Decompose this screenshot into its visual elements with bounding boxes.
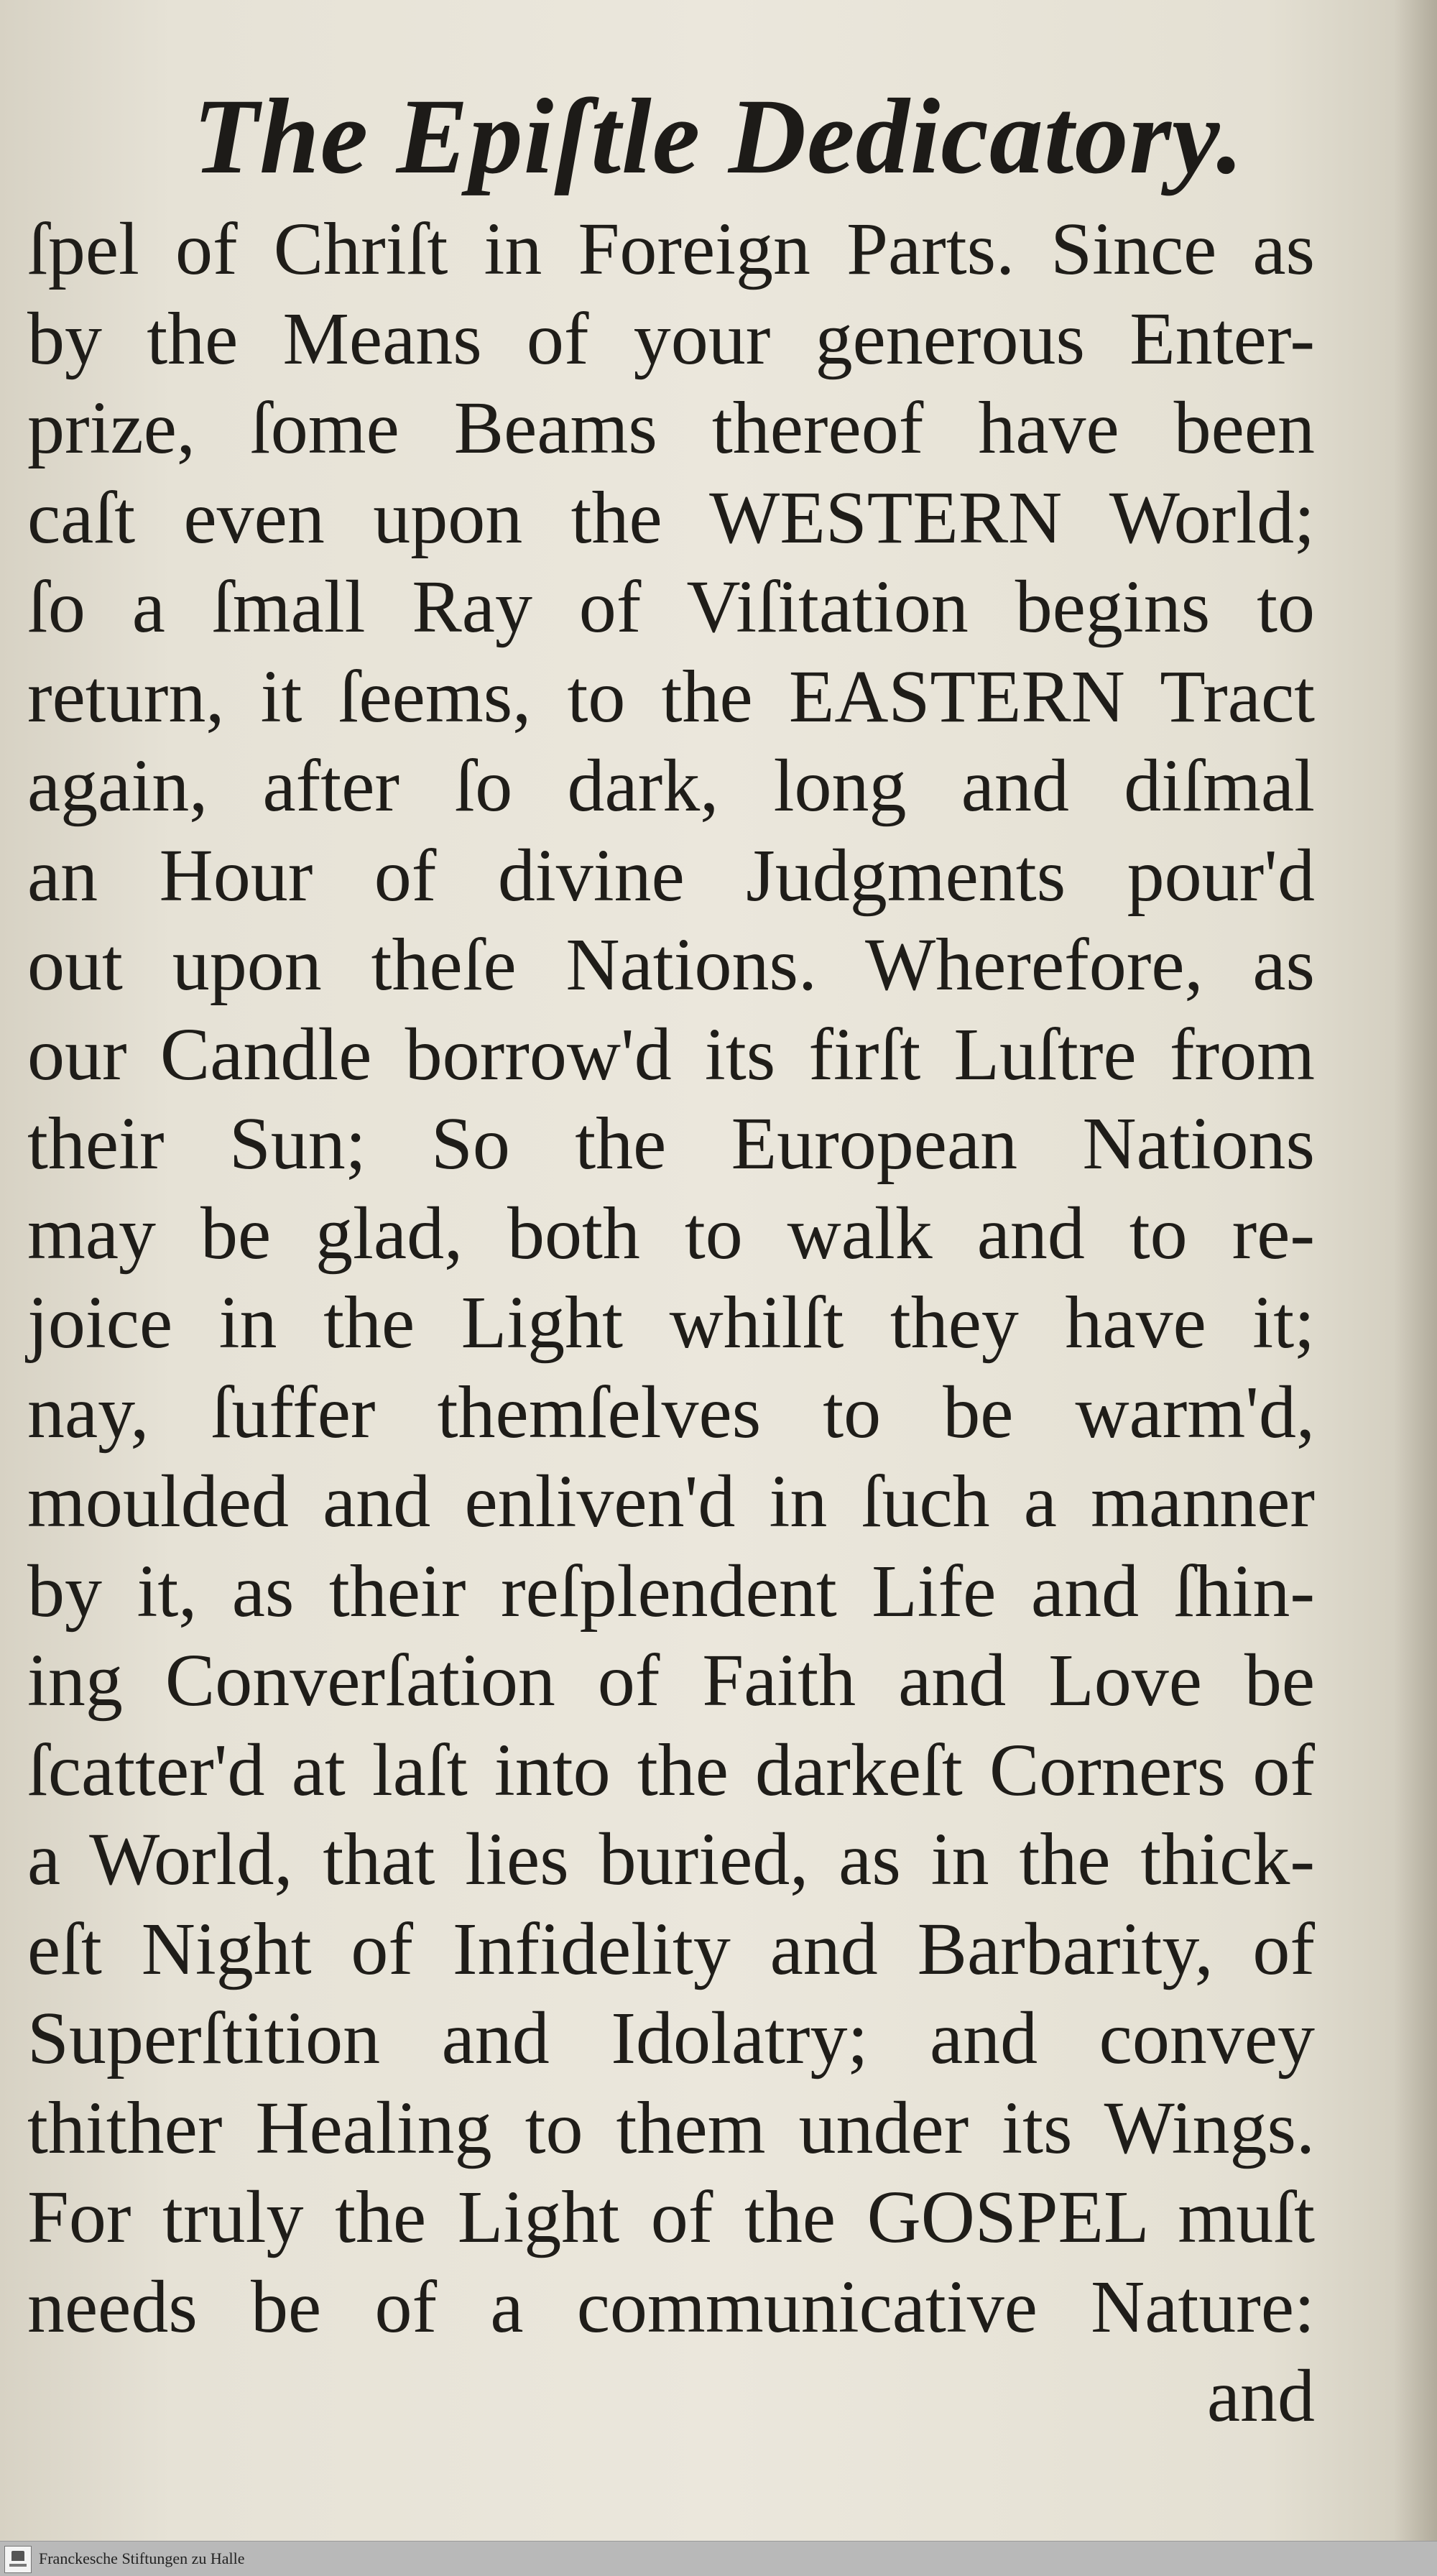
text-line: prize, ſome Beams thereof have been (27, 387, 1315, 469)
text-line: their Sun; So the European Nations (27, 1102, 1315, 1185)
text-line: ing Converſation of Faith and Love be (27, 1639, 1315, 1722)
text-line: joice in the Light whilſt they have it; (27, 1281, 1315, 1364)
text-line: may be glad, both to walk and to re- (27, 1191, 1315, 1275)
text-line: again, after ſo dark, long and diſmal (27, 744, 1315, 827)
footer-credit: Franckesche Stiftungen zu Halle (39, 2549, 245, 2567)
text-line: moulded and enliven'd in ſuch a manner (27, 1460, 1315, 1543)
institution-logo-icon (4, 2546, 32, 2573)
text-line: needs be of a communicative Nature: (27, 2265, 1315, 2348)
text-line: out upon theſe Nations. Wherefore, as (27, 923, 1315, 1006)
text-line: by it, as their reſplendent Life and ſhin- (27, 1549, 1315, 1633)
text-line: an Hour of divine Judgments pour'd (27, 834, 1315, 917)
text-line: caſt even upon the WESTERN World; (27, 476, 1315, 559)
text-line: our Candle borrow'd its firſt Luſtre from (27, 1012, 1315, 1096)
text-line: a World, that lies buried, as in the thick- (27, 1818, 1315, 1901)
text-line: ſcatter'd at laſt into the darkeſt Corners of (27, 1728, 1315, 1811)
text-line: nay, ſuffer themſelves to be warm'd, (27, 1370, 1315, 1454)
catchword: and (1206, 2355, 1315, 2437)
page-heading: The Epiſtle Dedicatory. (193, 77, 1244, 196)
text-line: Superſtition and Idolatry; and convey (27, 1997, 1315, 2079)
text-line: eſt Night of Infidelity and Barbarity, of (27, 1907, 1315, 1990)
page-body-text (27, 205, 1315, 2442)
viewer-footer-bar (0, 2541, 1437, 2576)
text-line: thither Healing to them under its Wings. (27, 2086, 1315, 2169)
text-line: return, it ſeems, to the EASTERN Tract (27, 655, 1315, 738)
text-line: by the Means of your generous Enter- (27, 297, 1315, 380)
text-line: ſo a ſmall Ray of Viſitation begins to (27, 565, 1315, 648)
text-line: For truly the Light of the GOSPEL muſt (27, 2176, 1315, 2258)
text-line: ſpel of Chriſt in Foreign Parts. Since as (27, 208, 1315, 290)
